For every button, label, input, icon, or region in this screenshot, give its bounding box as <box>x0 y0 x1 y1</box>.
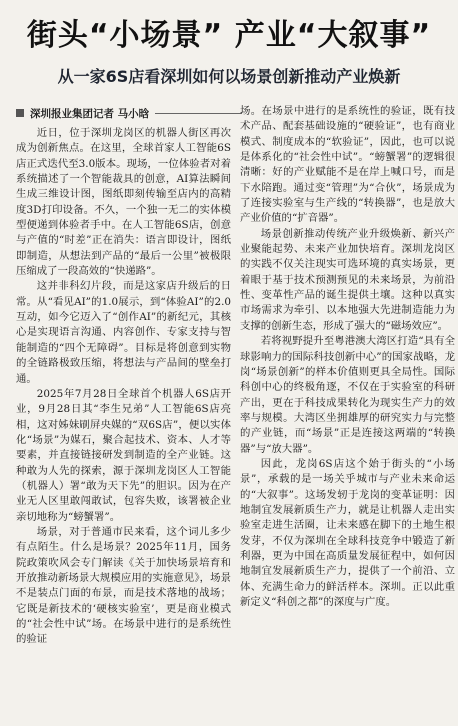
article-headline: 街头“小场景” 产业“大叙事” <box>26 18 432 53</box>
paragraph: 因此，龙岗6S店这个始于街头的“小场景”，承载的是一场关乎城市与产业未来命运的“大叙事”。这场发轫于龙岗的变革证明：因地制宜发展新质生产力，就是让机器人走出实验室走进生活圈，让未来感在脚下的土地生根发芽，不仅为深圳在全球科技竞争中锻造了新利器，更为中国在高质量发展征程中，如何因地制宜发展新质生产力，提供了一个前沿、立体、充满生命力的鲜活样本。深圳。正以此重新定义“科创之都”的深度与广度。 <box>240 457 455 608</box>
byline-rule <box>155 113 242 114</box>
paragraph: 场。在场景中进行的是系统性的验证，既有技术产品、配套基础设施的“硬验证”，也有商业模式、制度成本的“软验证”，因此，也可以说是体系化的“社会性中试”。“螃蟹署”的逻辑很清晰：好的产业赋能不是在岸上喊口号，而是下水陪跑。通过变“管理”为“合伙”，场景成为了连接实验室与生产线的“转换器”，也是放大产业价值的“扩音器”。 <box>240 105 455 225</box>
byline-text: 深圳报业集团记者 马小晗 <box>30 107 150 120</box>
paragraph: 场景，对于普通市民来看，这个词儿多少有点陌生。什么是场景？2025年11月，国务院政策吹风会专门解读《关于加快场景培育和开放推动新场景大规模应用的实施意见》，场景不是装点门面的布景，而是技术落地的战场；它既是新技术的‘硬核实验室’，更是商业模式的“社会性中试”场。在场景中进行的是系统性的验证 <box>16 525 231 646</box>
article-column-left <box>16 126 231 722</box>
paragraph: 这并非科幻片段，而是这家店升级后的日常。从“看见AI”的1.0展示，到“体验AI”的2.0互动，如今它迈入了“创作AI”的新纪元，其核心是实现语言沟通、内容创作、专家支持与智能制造的“四个无障碍”。目标是将创意到实物的全链路极致压缩，将想法与产品间的壁垒打通。 <box>16 280 231 385</box>
article-column-right <box>240 104 455 722</box>
paragraph: 若将视野提升至粤港澳大湾区打造“具有全球影响力的国际科技创新中心”的国家战略，龙岗“场景创新”的样本价值则更具全局性。国际科创中心的终极角逐，不仅在于实验室的科研产出，更在于科技成果转化为现实生产力的效率与规模。大湾区坐拥雄厚的研究实力与完整的产业链，而“场景”正是连接这两端的“转换器”与“放大器”。 <box>240 335 455 455</box>
byline <box>16 104 242 122</box>
article-subheadline: 从一家6S店看深圳如何以场景创新推动产业焕新 <box>57 67 401 86</box>
paragraph: 2025年7月28日全球首个机器人6S店开业，9月28日其“李生兄弟”人工智能6S店亮相，这对姊妹刷屏央媒的“双6S店”，便以实体化“场景”为媒石，聚合起技术、资本、人才等要素，并直接链接研发到制造的全产业链。这种敢为人先的探索，源于深圳龙岗区人工智能（机器人）署“敢为天下先”的胆识。因为在产业无人区里敢闯敢试，包容失败，该署被企业亲切地称为“螃蟹署”。 <box>16 387 231 523</box>
paragraph: 近日，位于深圳龙岗区的机器人街区再次成为创新焦点。在这里，全球首家人工智能6S店正式迭代至3.0版本。现场，一位体验者对着系统描述了一个智能裁具的创意，AI算法瞬间生成三维设计图，图纸即刻传输至店内的高精度3D打印设备。不久，一个独一无二的实体模型便递到体验者手中。在人工智能6S店，创意与产值的“时差”正在消失：语言即设计，图纸即制造，从想法到产品的“最后一公里”被极限压缩成了一段高效的“快递路”。 <box>16 127 231 278</box>
square-bullet-icon <box>16 109 24 117</box>
paragraph: 场景创新推动传统产业升级焕新、新兴产业聚能起势、未来产业加快培育。深圳龙岗区的实践不仅关注现实可选环境的真实场景，更着眼于基于技术预测预见的未来场景，为前沿性、变革性产品的诞生提供土壤。这种以真实市场需求为牵引、以本地强大先进制造能力为支撑的创新生态，形成了强大的“磁场效应”。 <box>240 227 455 332</box>
